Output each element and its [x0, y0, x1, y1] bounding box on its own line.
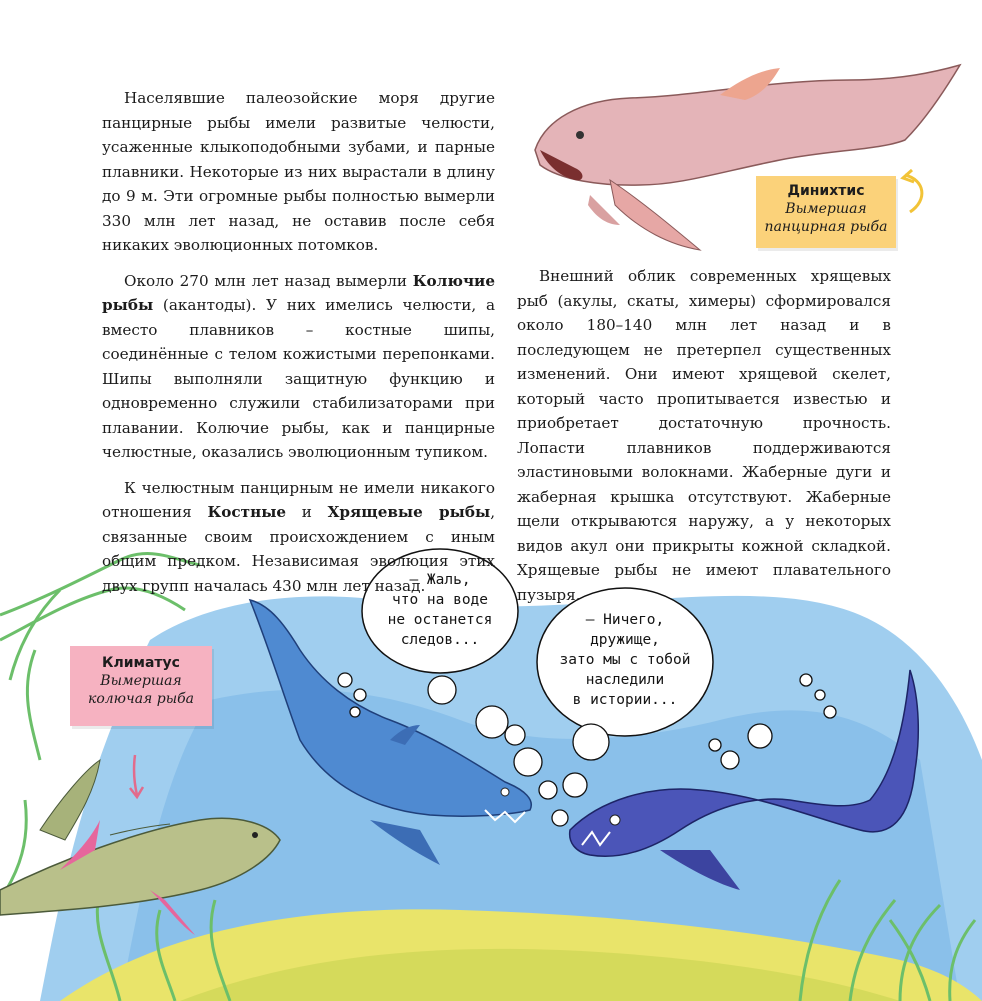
caption-climatius-line1: Вымершая	[100, 673, 182, 689]
caption-climatius-line2: колючая рыба	[87, 691, 195, 707]
left-paragraph-3: К челюстным панцирным не имели никакого отношения Костные и Хрящевые рыбы, связанные своим происхождением с иным общим предком. Независимая эволюция этих двух групп началась 430 млн лет назад.	[102, 478, 496, 595]
left-paragraph-1: Населявшие палеозойские моря другие панцирные рыбы имели развитые челюсти, усаженные клыкоподобными зубами, и парные плавники. Некоторые из них вырастали в длину до 9 м. Эти огромные рыбы полностью вымерли 330 млн лет назад, не оставив после себя никаких эволюционных потомков.	[102, 89, 495, 254]
bubble-left-line: – Жаль,	[409, 572, 471, 588]
term-spiny-fish: Колючие рыбы	[102, 271, 495, 314]
bubble-left-line: что на воде	[391, 592, 489, 608]
left-paragraph-2: Около 270 млн лет назад вымерли Колючие рыбы (акантоды). У них имелись челюсти, а вместо плавников – костные шипы, соединённые с телом кожистыми перепонками. Шипы выполняли защитную функцию и одновременно служили стабилизаторами при плавании. Колючие рыбы, как и панцирные челюстные, оказались эволюционным тупиком.	[102, 271, 495, 461]
bubble-right-line: – Ничего,	[585, 612, 665, 628]
speech-bubble-right-text	[545, 610, 705, 710]
caption-dinichthys-name: Динихтис	[787, 183, 865, 199]
term-cartilaginous-fish: Хрящевые рыбы	[327, 503, 491, 521]
bubble-right-line: зато мы с тобой	[559, 652, 691, 668]
caption-dinichthys-line1: Вымершая	[785, 201, 867, 217]
bubble-left-line: следов...	[400, 632, 480, 648]
right-paragraph-1: Внешний облик современных хрящевых рыб (акулы, скаты, химеры) сформировался около 180–140 млн лет назад и в последующем не претерпел существенных изменений. Они имеют хрящевой скелет, который часто пропитывается известью и приобретает достаточную прочность. Лопасти плавников поддерживаются эластиновыми волокнами. Жаберные дуги и жаберная крышка отсутствуют. Жаберные щели открываются наружу, а у некоторых видов акул они прикрыты кожной складкой. Хрящевые рыбы не имеют плавательного пузыря.	[517, 267, 891, 604]
bubble-left-line: не останется	[387, 612, 493, 628]
bubble-right-line: в истории...	[572, 692, 678, 708]
term-bony-fish: Костные	[207, 503, 287, 521]
left-column	[102, 86, 495, 609]
caption-dinichthys-line2: панцирная рыба	[764, 219, 888, 235]
caption-climatius	[70, 646, 212, 726]
bubble-right-line: наследили	[585, 672, 665, 688]
caption-dinichthys	[756, 176, 896, 248]
speech-bubble-left-text	[370, 570, 510, 650]
caption-climatius-name: Климатус	[102, 655, 180, 671]
bubble-right-line: дружище,	[590, 632, 660, 648]
dinichthys-illustration	[535, 65, 960, 250]
right-column	[517, 264, 891, 618]
